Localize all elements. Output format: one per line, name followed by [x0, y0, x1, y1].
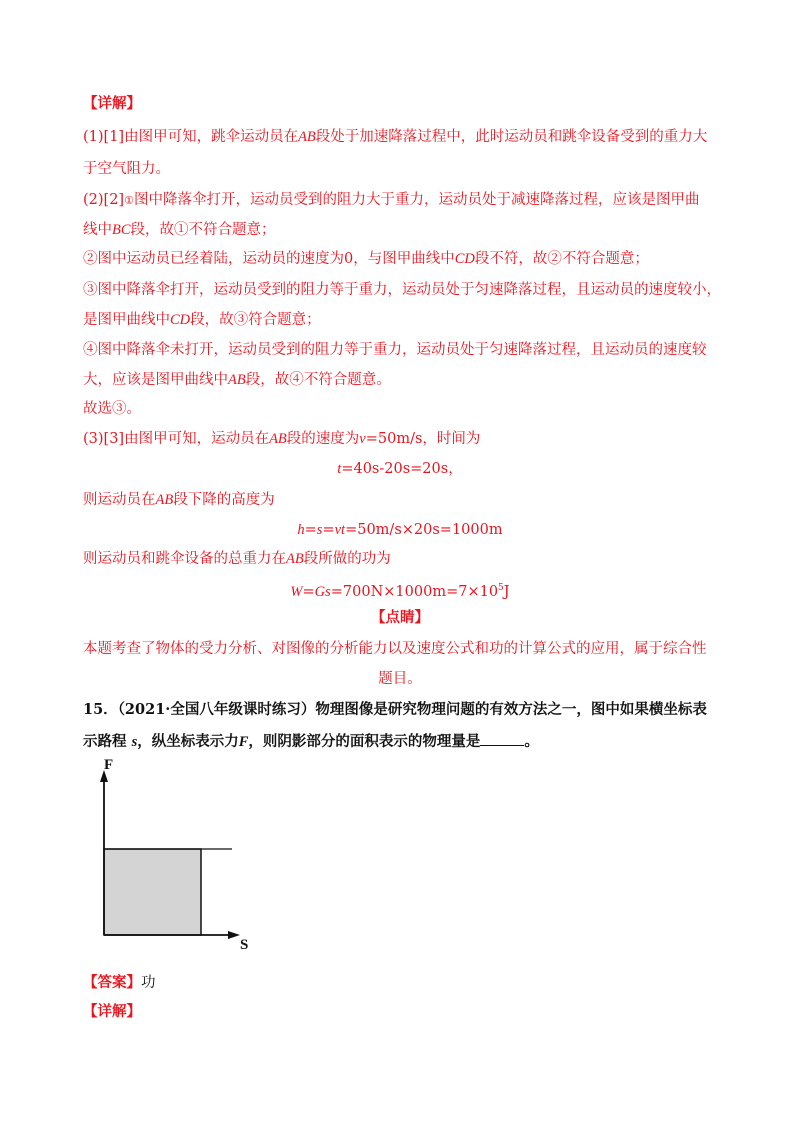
question-15-line-2: 示路程 s，纵坐标表示力F，则阴影部分的面积表示的物理量是 。 — [83, 733, 539, 750]
para-2-line-1: (2)[2]①图中降落伞打开，运动员受到的阻力大于重力，运动员处于减速降落过程，应该是图甲曲 — [83, 192, 700, 208]
para-4-line-2: 是图甲曲线中CD段，故③符合题意； — [83, 312, 321, 328]
detail-heading-2: 【详解】 — [83, 1003, 141, 1020]
para-6: 故选③。 — [83, 401, 141, 417]
para-5-line-2: 大，应该是图甲曲线中AB段，故④不符合题意。 — [83, 372, 391, 388]
para-4-line-1: ③图中降落伞打开，运动员受到的阻力等于重力，运动员处于匀速降落过程，且运动员的速度较小， — [83, 282, 721, 298]
para-3: ②图中运动员已经着陆，运动员的速度为0，与图甲曲线中CD段不符，故②不符合题意； — [83, 251, 649, 267]
para-5-line-1: ④图中降落伞未打开，运动员受到的阻力等于重力，运动员处于匀速降落过程，且运动员的速度较 — [83, 342, 707, 358]
para-1-line-1: (1)[1]由图甲可知，跳伞运动员在AB段处于加速降落过程中，此时运动员和跳伞设备受到的重力大 — [83, 129, 708, 145]
answer-line: 【答案】功 — [83, 974, 156, 991]
comment-line-2: 题目。 — [378, 671, 422, 687]
equation-time: t=40s-20s=20s， — [337, 461, 463, 477]
x-axis-arrow — [228, 931, 240, 939]
para-2-line-2: 线中BC段，故①不符合题意； — [83, 222, 276, 238]
para-7: (3)[3]由图甲可知，运动员在AB段的速度为v=50m/s，时间为 — [83, 431, 481, 447]
comment-heading: 【点睛】 — [371, 609, 429, 626]
x-axis-label: S — [240, 937, 249, 953]
question-15-line-1: 15．（2021·全国八年级课时练习）物理图像是研究物理问题的有效方法之一，图中如果横坐标表 — [83, 701, 707, 718]
para-9: 则运动员和跳伞设备的总重力在AB段所做的功为 — [83, 551, 391, 567]
equation-height: h=s=vt=50m/s×20s=1000m — [297, 522, 503, 538]
para-8: 则运动员在AB段下降的高度为 — [83, 492, 275, 508]
force-distance-graph — [90, 758, 260, 958]
comment-line-1: 本题考查了物体的受力分析、对图像的分析能力以及速度公式和功的计算公式的应用，属于综合性 — [83, 641, 707, 657]
y-axis-label: F — [104, 758, 114, 773]
equation-work: $W=Gs=700N\times 1000m=7\times 10^5J$ — [290, 583, 510, 600]
para-1-line-2: 于空气阻力。 — [83, 161, 170, 177]
detail-heading-1: 【详解】 — [83, 95, 141, 112]
answer-blank — [480, 731, 524, 746]
shaded-area — [104, 849, 201, 935]
